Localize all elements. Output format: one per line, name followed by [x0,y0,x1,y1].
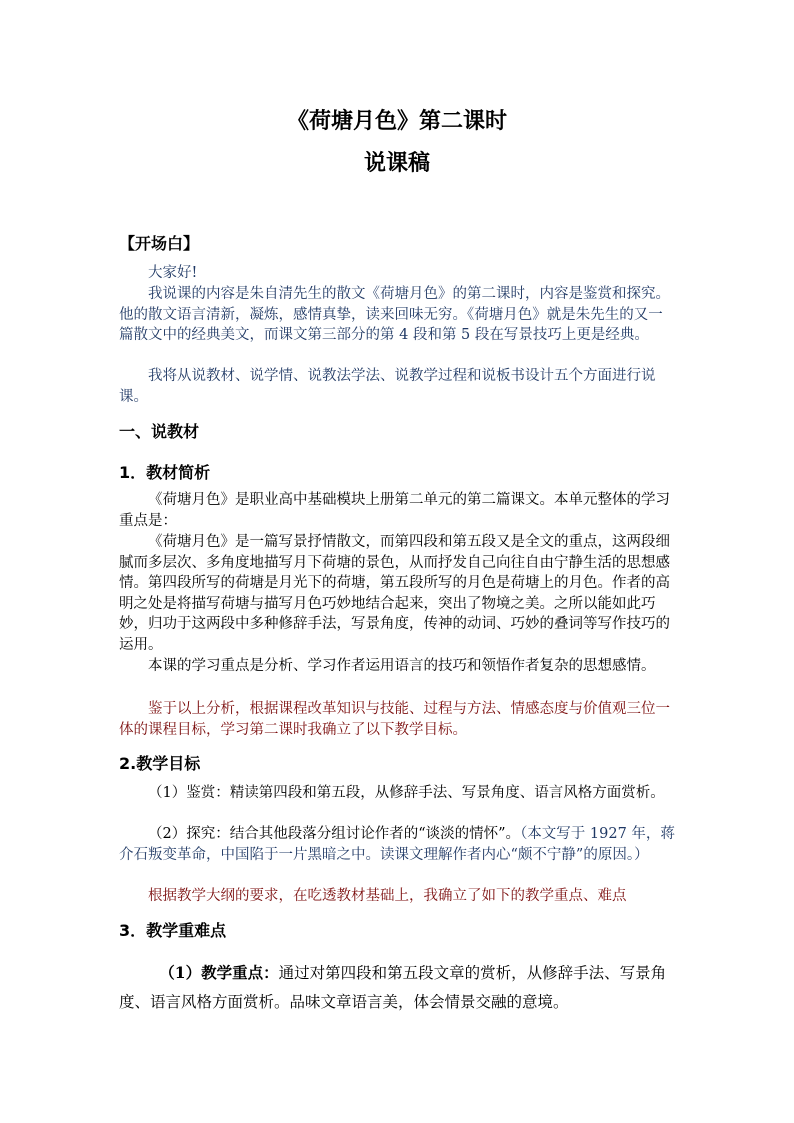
goal-2 [119,824,677,865]
material-paragraph-2: 《荷塘月色》是一篇写景抒情散文，而第四段和第五段又是全文的重点，这两段细腻而多层次、多角度地描写月下荷塘的景色，从而抒发自己向往自由宁静生活的思想感情。第四段所写的荷塘是月光下的荷塘，第五段所写的月色是荷塘上的月色。作者的高明之处是将描写荷塘与描写月色巧妙地结合起来，突出了物境之美。之所以能如此巧妙，归功于这两段中多种修辞手法，写景角度，传神的动词、巧妙的叠词等写作技巧的运用。 [119,534,670,653]
opening-greeting: 大家好! [148,265,198,281]
subsection-3-heading: 3．教学重难点 [119,921,227,940]
subsection-2-heading: 2.教学目标 [119,754,201,773]
section-1-heading: 一、说教材 [119,422,200,441]
document-subtitle: 说课稿 [363,150,430,176]
material-paragraph-1: 《荷塘月色》是职业高中基础模块上册第二单元的第二篇课文。本单元整体的学习重点是： [119,492,670,529]
opening-paragraph-1: 我说课的内容是朱自清先生的散文《荷塘月色》的第二课时，内容是鉴赏和探究。他的散文语言清新，凝炼，感情真挚，读来回味无穷。《荷塘月色》就是朱先生的又一篇散文中的经典美文，而课文第三部分的第 4 段和第 5 段在写景技巧上更是经典。 [119,286,670,343]
opening-paragraph-2: 我将从说教材、说学情、说教法学法、说教学过程和说板书设计五个方面进行说课。 [119,368,656,405]
goal-transition: 根据教学大纲的要求，在吃透教材基础上，我确立了如下的教学重点、难点 [148,888,627,904]
material-paragraph-4: 鉴于以上分析，根据课程改革知识与技能、过程与方法、情感态度与价值观三位一体的课程目标，学习第二课时我确立了以下教学目标。 [119,701,670,738]
document-title: 《荷塘月色》第二课时 [286,108,507,134]
subsection-1-heading: 1．教材简析 [119,463,211,482]
goal-1: （1）鉴赏：精读第四段和第五段，从修辞手法、写景角度、语言风格方面赏析。 [148,785,665,801]
opening-heading: 【开场白】 [119,234,200,253]
key-point-1-text: 通过对第四段和第五段文章的赏析，从修辞手法、写景角度、语言风格方面赏析。品味文章语言美，体会情景交融的意境。 [119,964,667,1011]
goal-2-note: （本文写于 1927 年，蒋介石叛变革命，中国陷于一片黑暗之中。读课文理解作者内心“颇不宁静”的原因。） [119,826,675,863]
goal-2-main: （2）探究：结合其他段落分组讨论作者的“谈淡的情怀”。 [148,826,521,842]
key-point-1-label: （1）教学重点： [159,963,279,982]
key-point-1 [119,958,677,1017]
material-paragraph-3: 本课的学习重点是分析、学习作者运用语言的技巧和领悟作者复杂的思想感情。 [148,658,656,674]
